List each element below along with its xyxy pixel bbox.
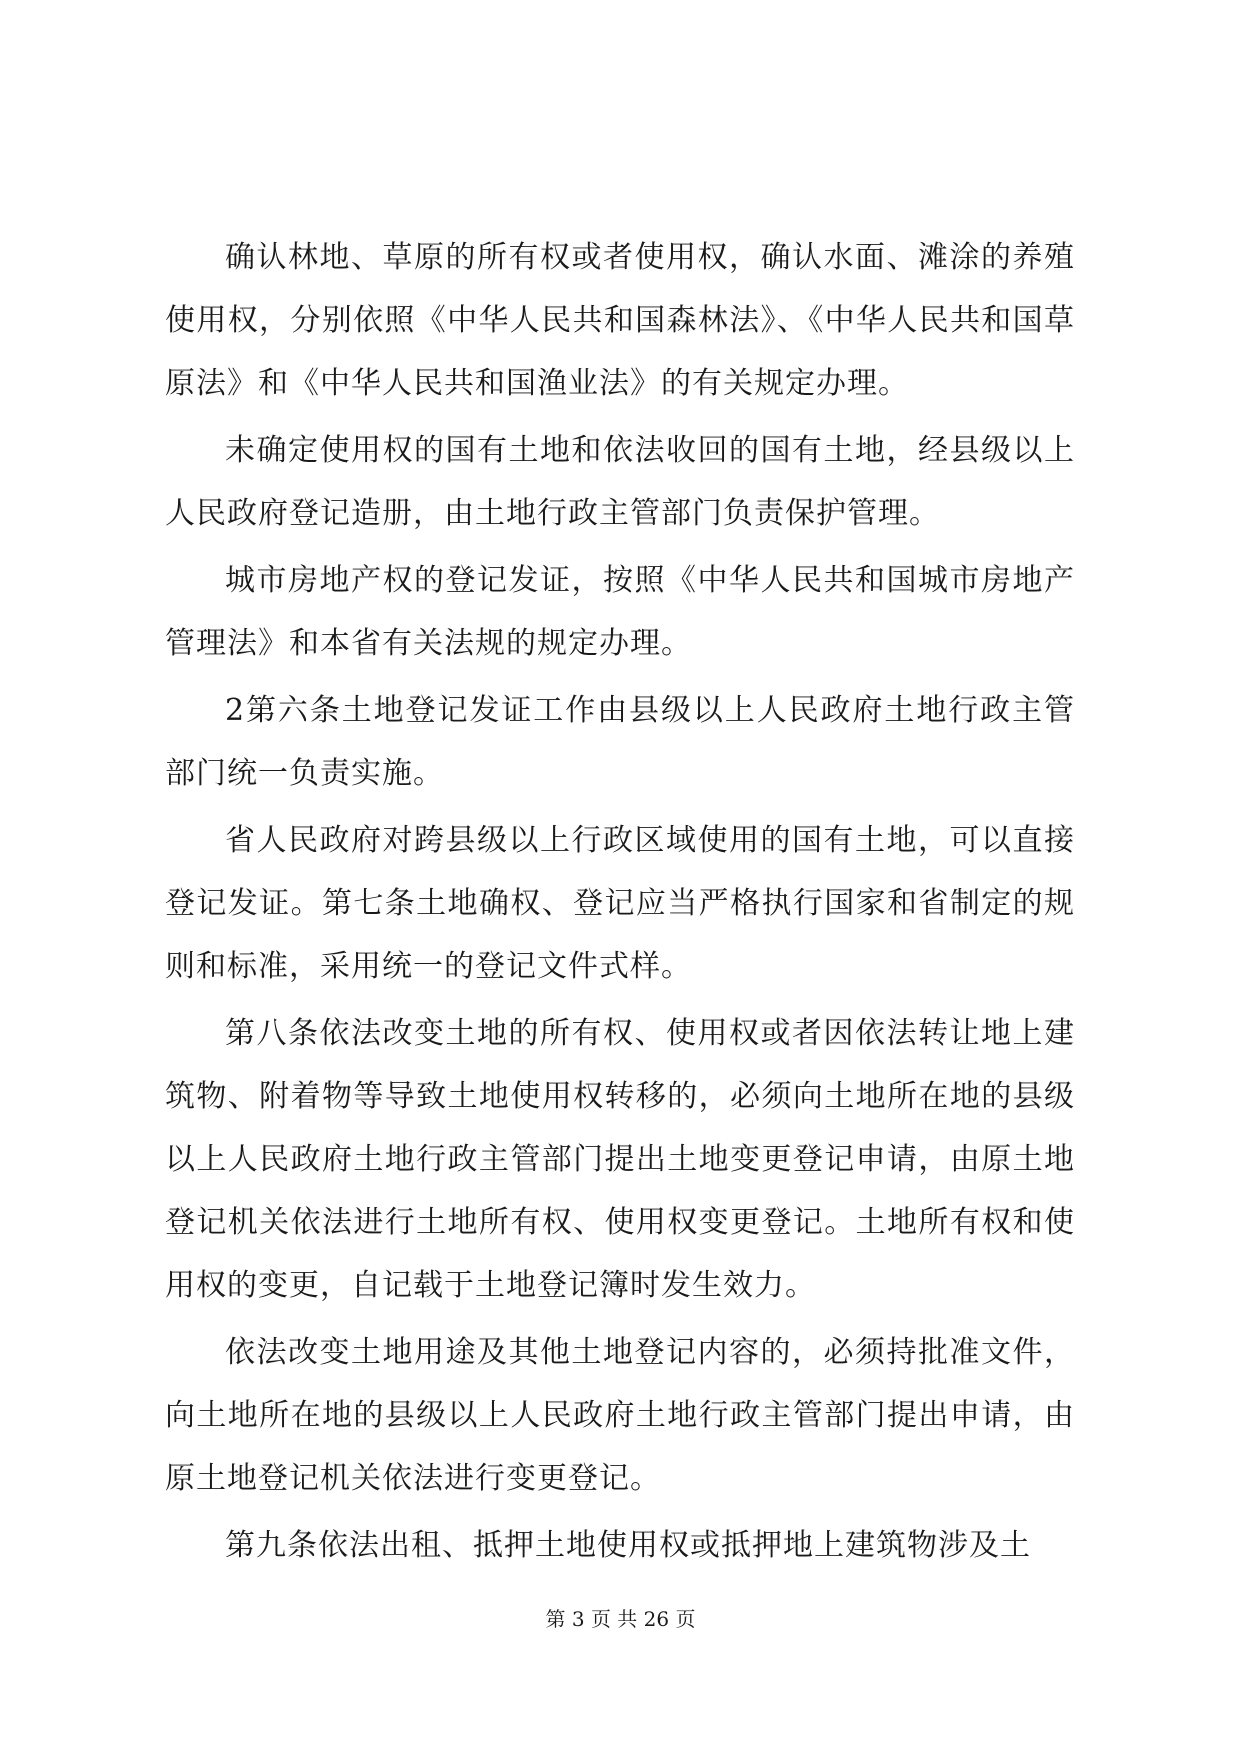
paragraph: 2第六条土地登记发证工作由县级以上人民政府土地行政主管部门统一负责实施。 <box>165 693 1075 791</box>
paragraph: 城市房地产权的登记发证，按照《中华人民共和国城市房地产管理法》和本省有关法规的规定办理。 <box>165 563 1075 661</box>
paragraph: 第八条依法改变土地的所有权、使用权或者因依法转让地上建筑物、附着物等导致土地使用权转移的，必须向土地所在地的县级以上人民政府土地行政主管部门提出土地变更登记申请，由原土地登记机关依法进行土地所有权、使用权变更登记。土地所有权和使用权的变更，自记载于土地登记簿时发生效力。 <box>165 1016 1075 1303</box>
paragraph: 依法改变土地用途及其他土地登记内容的，必须持批准文件，向土地所在地的县级以上人民政府土地行政主管部门提出申请，由原土地登记机关依法进行变更登记。 <box>165 1335 1075 1496</box>
paragraph: 未确定使用权的国有土地和依法收回的国有土地，经县级以上人民政府登记造册，由土地行政主管部门负责保护管理。 <box>165 433 1075 531</box>
paragraph: 确认林地、草原的所有权或者使用权，确认水面、滩涂的养殖使用权，分别依照《中华人民共和国森林法》、《中华人民共和国草原法》和《中华人民共和国渔业法》的有关规定办理。 <box>165 240 1075 401</box>
paragraph: 省人民政府对跨县级以上行政区域使用的国有土地，可以直接登记发证。第七条土地确权、登记应当严格执行国家和省制定的规则和标准，采用统一的登记文件式样。 <box>165 823 1075 984</box>
paragraph: 第九条依法出租、抵押土地使用权或抵押地上建筑物涉及土 <box>225 1528 1031 1563</box>
page-number-footer: 第 3 页 共 26 页 <box>545 1607 696 1631</box>
document-body <box>165 226 1075 1581</box>
